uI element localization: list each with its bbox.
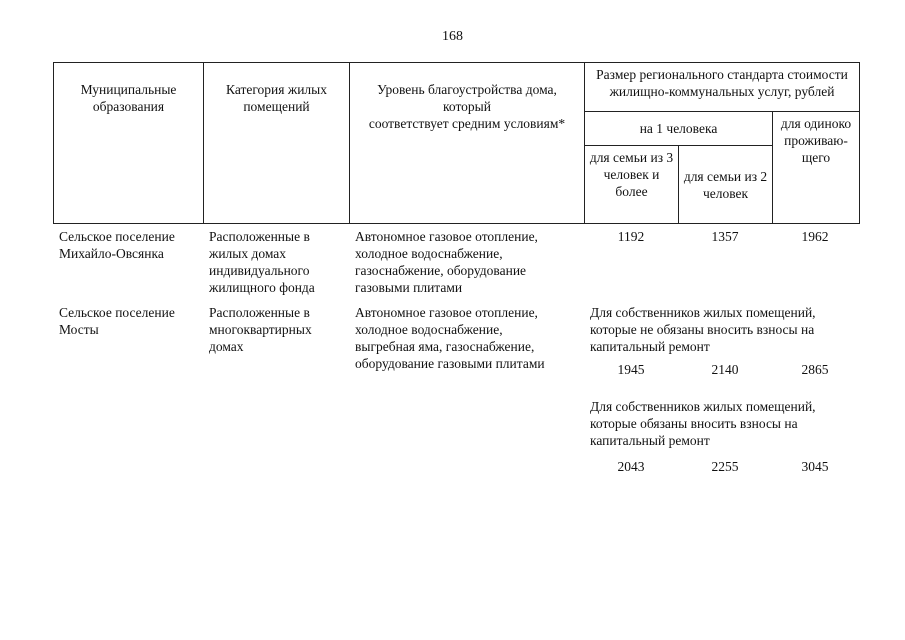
row-category: Расположенные в жилых домах индивидуального жилищного фонда bbox=[209, 229, 315, 295]
value-single: 3045 bbox=[801, 459, 829, 474]
header-standard-size: Размер регионального стандарта стоимости жилищно-коммунальных услуг, рублей bbox=[585, 63, 860, 112]
header-category: Категория жилых помещений bbox=[204, 63, 350, 224]
value-family-2: 2255 bbox=[711, 459, 739, 474]
value-single: 1962 bbox=[801, 229, 829, 244]
table-row bbox=[53, 304, 859, 484]
table-header bbox=[53, 62, 860, 224]
note-obliged: Для собственников жилых помещений, которые обязаны вносить взносы на капитальный ремонт bbox=[590, 399, 816, 448]
value-family-2: 1357 bbox=[711, 229, 739, 244]
table-row bbox=[53, 228, 859, 300]
header-family-2: для семьи из 2 человек bbox=[679, 146, 773, 224]
row-municipality: Сельское поселение Михайло-Овсянка bbox=[59, 229, 175, 261]
header-family-3: для семьи из 3 человек и более bbox=[585, 146, 679, 224]
row-level: Автономное газовое отопление, холодное водоснабжение, газоснабжение, оборудование газовыми плитами bbox=[355, 229, 538, 295]
value-family-3: 1192 bbox=[617, 229, 645, 244]
header-per-person: на 1 человека bbox=[585, 112, 773, 146]
value-family-3: 2043 bbox=[617, 459, 645, 474]
row-municipality: Сельское поселение Мосты bbox=[59, 305, 175, 337]
value-single: 2865 bbox=[801, 362, 829, 377]
value-family-2: 2140 bbox=[711, 362, 739, 377]
row-category: Расположенные в многоквартирных домах bbox=[209, 305, 312, 354]
note-not-obliged: Для собственников жилых помещений, которые не обязаны вносить взносы на капитальный ремонт bbox=[590, 305, 816, 354]
value-family-3: 1945 bbox=[617, 362, 645, 377]
page-number: 168 bbox=[442, 29, 463, 44]
header-single: для одиноко проживаю-щего bbox=[773, 112, 860, 224]
header-level: Уровень благоустройства дома, который соответствует средним условиям* bbox=[350, 63, 585, 224]
header-municipality: Муниципальные образования bbox=[54, 63, 204, 224]
row-level: Автономное газовое отопление, холодное водоснабжение, выгребная яма, газоснабжение, оборудование газовыми плитами bbox=[355, 305, 545, 371]
